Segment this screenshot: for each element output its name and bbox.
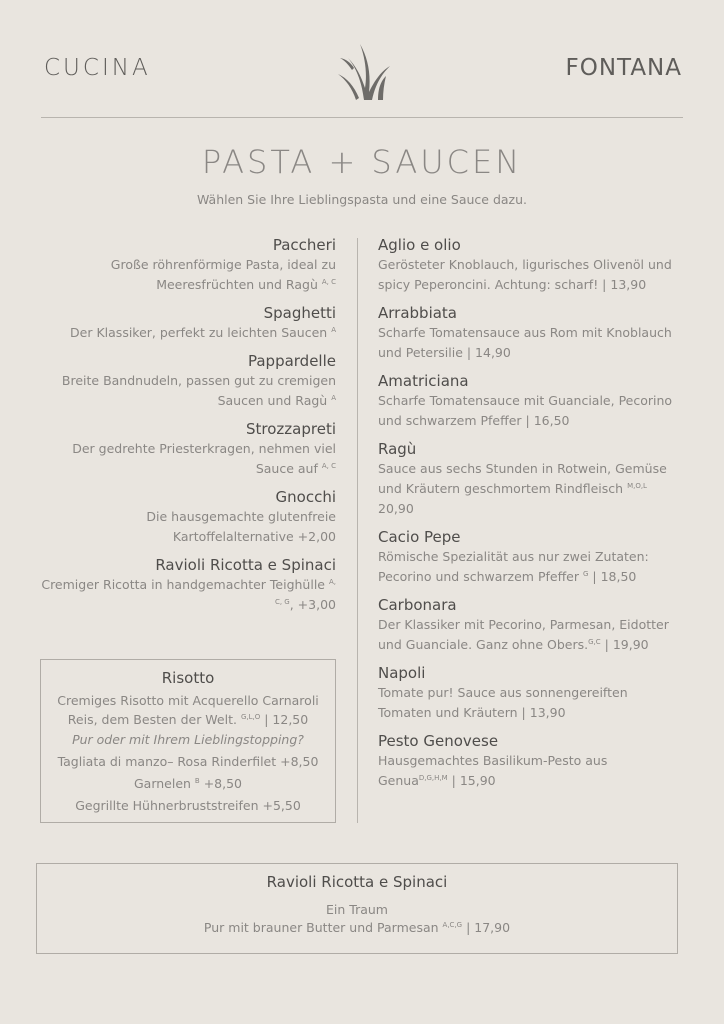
risotto-topping: Garnelen $^B$ +8,50 <box>133 776 243 791</box>
pasta-item-title: Gnocchi <box>275 488 336 506</box>
risotto-topping: Tagliata di manzo– Rosa Rinderfilet +8,50 <box>57 754 319 769</box>
pasta-list <box>40 235 336 615</box>
special-line: Pur mit brauner Butter und Parmesan $^{A,C,G}$ | 17,90 <box>203 920 511 935</box>
wheat-stalks-icon <box>334 40 392 100</box>
sauce-list <box>378 235 688 791</box>
sauce-item-title: Arrabbiata <box>378 304 457 322</box>
pasta-item-title: Pappardelle <box>247 352 336 370</box>
sauce-item-desc: Scharfe Tomatensauce aus Rom mit Knoblauch und Petersilie | 14,90 <box>378 325 672 360</box>
sauce-item-title: Napoli <box>378 664 426 682</box>
sauce-item-desc: Gerösteter Knoblauch, ligurisches Olivenöl und spicy Peperoncini. Achtung: scharf! | 13,90 <box>378 257 672 292</box>
pasta-item-title: Spaghetti <box>263 304 336 322</box>
risotto-topping: Gegrillte Hühnerbruststreifen +5,50 <box>75 798 301 813</box>
sauce-item-title: Cacio Pepe <box>378 528 461 546</box>
sauce-item-title: Amatriciana <box>378 372 469 390</box>
pasta-item-desc: Cremiger Ricotta in handgemachter Teighülle $^{A, C, G}$, +3,00 <box>41 577 336 612</box>
pasta-item-title: Ravioli Ricotta e Spinaci <box>155 556 336 574</box>
brand-right: FONTANA <box>565 55 682 81</box>
sauce-item-desc: Römische Spezialität aus nur zwei Zutaten: Pecorino und schwarzem Pfeffer $^G$ | 18,50 <box>378 549 649 584</box>
sauce-item-desc: Scharfe Tomatensauce mit Guanciale, Pecorino und schwarzem Pfeffer | 16,50 <box>378 393 673 428</box>
page-title: PASTA + SAUCEN <box>201 143 523 181</box>
risotto-box <box>40 659 336 823</box>
risotto-prompt: Pur oder mit Ihrem Lieblingstopping? <box>72 732 304 747</box>
column-divider <box>357 238 358 823</box>
sauce-item-title: Pesto Genovese <box>378 732 499 750</box>
special-line: Ein Traum <box>326 902 388 917</box>
pasta-item-title: Strozzapreti <box>246 420 336 438</box>
sauce-item-desc: Der Klassiker mit Pecorino, Parmesan, Eidotter und Guanciale. Ganz ohne Obers.$^{G,C}$ | 19,90 <box>378 617 669 652</box>
sauce-item-desc: Sauce aus sechs Stunden in Rotwein, Gemüse und Kräutern geschmortem Rindfleisch $^{M,O,L}$ 20,90 <box>378 461 667 516</box>
header-rule <box>41 117 683 118</box>
page-subtitle: Wählen Sie Ihre Lieblingspasta und eine Sauce dazu. <box>196 192 528 207</box>
pasta-item-desc: Große röhrenförmige Pasta, ideal zu Meeresfrüchten und Ragù $^{A, C}$ <box>110 257 336 292</box>
sauce-item-title: Aglio e olio <box>378 236 461 254</box>
risotto-title: Risotto <box>161 669 215 687</box>
sauce-item-title: Carbonara <box>378 596 457 614</box>
brand-left: CUCINA <box>44 55 151 81</box>
sauce-item-desc: Tomate pur! Sauce aus sonnengereiften Tomaten und Kräutern | 13,90 <box>378 685 628 720</box>
pasta-item-desc: Der Klassiker, perfekt zu leichten Saucen $^A$ <box>70 325 336 340</box>
special-title: Ravioli Ricotta e Spinaci <box>266 873 448 891</box>
special-box <box>36 863 678 954</box>
risotto-desc: Cremiges Risotto mit Acquerello Carnaroli Reis, dem Besten der Welt. $^{G,L,O}$ | 12,50 <box>57 693 319 727</box>
sauce-item-desc: Hausgemachtes Basilikum-Pesto aus Genua$^{D,G,H,M}$ | 15,90 <box>378 753 608 788</box>
sauce-item-title: Ragù <box>378 440 417 458</box>
pasta-item-desc: Der gedrehte Priesterkragen, nehmen viel Sauce auf $^{A, C}$ <box>72 441 336 476</box>
pasta-item-title: Paccheri <box>272 236 336 254</box>
pasta-item-desc: Die hausgemachte glutenfreie Kartoffelalternative +2,00 <box>146 509 336 544</box>
pasta-item-desc: Breite Bandnudeln, passen gut zu cremigen Saucen und Ragù $^A$ <box>61 373 336 408</box>
